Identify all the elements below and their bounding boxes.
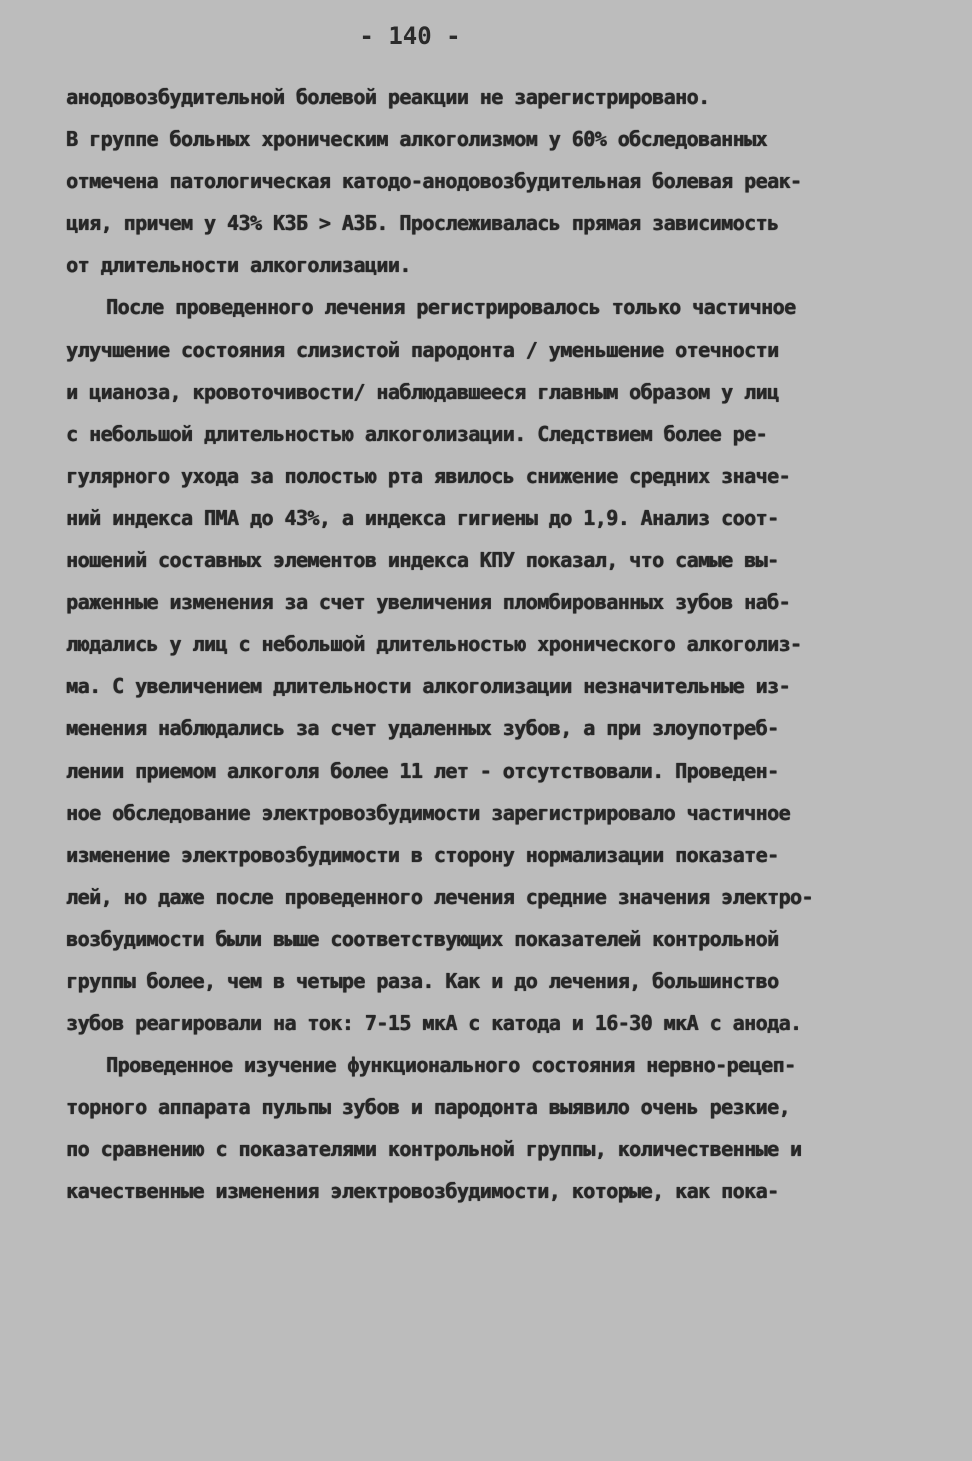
text-line: от длительности алкоголизации. [66,253,411,278]
text-line: людались у лиц с небольшой длительностью хронического алкоголиз- [66,632,802,657]
text-line: ция, причем у 43% КЗБ > АЗБ. Прослеживалась прямая зависимость [66,211,779,236]
text-line: по сравнению с показателями контрольной группы, количественные и [66,1137,802,1162]
text-line: гулярного ухода за полостью рта явилось снижение средних значе- [66,463,790,488]
text-line: с небольшой длительностью алкоголизации. Следствием более ре- [66,421,767,446]
text-line: торного аппарата пульпы зубов и пародонта выявило очень резкие, [66,1095,790,1120]
text-line: и цианоза, кровоточивости/ наблюдавшееся главным образом у лиц [66,379,779,404]
text-line: зубов реагировали на ток: 7-15 мкА с катода и 16-30 мкА с анода. [66,1011,802,1036]
text-line: изменение электровозбудимости в сторону нормализации показате- [66,842,779,867]
text-line: лей, но даже после проведенного лечения средние значения электро- [66,884,813,909]
paragraph-first-line: Проведенное изучение функционального состояния нервно-рецеп- [106,1053,796,1078]
paragraph-first-line: После проведенного лечения регистрировалось только частичное [106,295,796,320]
text-line: В группе больных хроническим алкоголизмом у 60% обследованных [66,127,767,152]
text-line: качественные изменения электровозбудимости, которые, как пока- [66,1179,779,1204]
text-line: отмечена патологическая катодо-анодовозбудительная болевая реак- [66,169,802,194]
text-line: ное обследование электровозбудимости зарегистрировало частичное [66,800,790,825]
text-line: анодовозбудительной болевой реакции не зарегистрировано. [66,85,710,109]
body-text [66,76,886,1213]
text-line: улучшение состояния слизистой пародонта / уменьшение отечности [66,337,779,362]
text-line: группы более, чем в четыре раза. Как и до лечения, большинство [66,968,779,993]
text-line: менения наблюдались за счет удаленных зубов, а при злоупотреб- [66,716,779,741]
text-line: раженные изменения за счет увеличения пломбированных зубов наб- [66,590,790,615]
page-number: - 140 - [359,22,461,50]
text-line: ношений составных элементов индекса КПУ показал, что самые вы- [66,548,779,573]
text-line: лении приемом алкоголя более 11 лет - отсутствовали. Проведен- [66,758,779,783]
text-line: возбудимости были выше соответствующих показателей контрольной [66,926,779,951]
text-line: ма. С увеличением длительности алкоголизации незначительные из- [66,674,790,699]
text-line: ний индекса ПМА до 43%, а индекса гигиены до 1,9. Анализ соот- [66,505,779,530]
